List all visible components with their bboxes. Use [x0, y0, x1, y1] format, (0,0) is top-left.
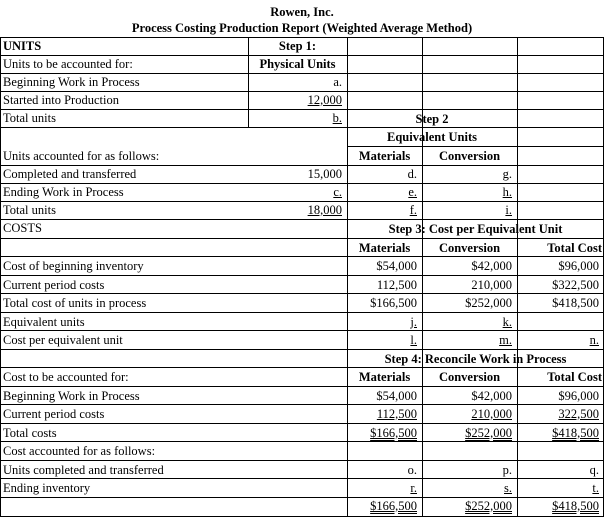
row-label: Total cost of units in process	[3, 296, 147, 310]
cell-value: f.	[409, 203, 417, 217]
costs-heading: COSTS	[3, 221, 42, 235]
conversion-heading: Conversion	[438, 370, 501, 384]
row-label: Units accounted for as follows:	[3, 149, 160, 163]
cell-value: $42,000	[471, 389, 512, 403]
row-line	[0, 330, 604, 331]
cell-value: k.	[502, 315, 512, 329]
cell-value: 210,000	[471, 278, 512, 292]
row-line	[0, 441, 604, 442]
physical-units-heading: Physical Units	[259, 57, 336, 71]
cell-value: b.	[332, 111, 342, 125]
row-label: Ending inventory	[3, 481, 91, 495]
row-label: Total units	[3, 111, 56, 125]
row-line	[0, 312, 604, 313]
row-line	[0, 238, 604, 239]
cell-value: $54,000	[376, 259, 417, 273]
row-line	[0, 349, 604, 350]
cell-value: $166,500	[370, 426, 417, 440]
row-line	[347, 146, 604, 147]
cell-value: 18,000	[307, 203, 342, 217]
row-label: Cost accounted for as follows:	[3, 444, 156, 458]
row-label: Beginning Work in Process	[3, 75, 140, 89]
total-cost-heading: Total Cost	[547, 241, 602, 255]
cell-value: 15,000	[307, 167, 342, 181]
cell-value: n.	[589, 333, 599, 347]
cell-value: $418,500	[552, 426, 599, 440]
row-label: Ending Work in Process	[3, 185, 124, 199]
cell-value: $96,000	[558, 389, 599, 403]
company-name: Rowen, Inc.	[270, 5, 334, 19]
cell-value: g.	[502, 167, 512, 181]
cell-value: $252,000	[465, 426, 512, 440]
row-label: Total units	[3, 203, 56, 217]
cell-value: $54,000	[376, 389, 417, 403]
cell-value: l.	[410, 333, 417, 347]
cell-value: $418,500	[552, 296, 599, 310]
row-line	[0, 423, 604, 424]
cell-value: i.	[505, 203, 512, 217]
cell-value: $252,000	[465, 296, 512, 310]
cell-value: o.	[407, 463, 417, 477]
cell-value: h.	[502, 185, 512, 199]
row-label: Units to be accounted for:	[3, 57, 133, 71]
cell-value: 112,500	[376, 278, 417, 292]
cell-value: m.	[499, 333, 512, 347]
step1-heading: Step 1:	[278, 39, 317, 53]
row-line	[0, 219, 604, 220]
cell-value: $166,500	[370, 296, 417, 310]
cell-value: 210,000	[471, 407, 512, 421]
cell-value: 112,500	[376, 407, 417, 421]
row-label: Started into Production	[3, 93, 119, 107]
cell-value: r.	[410, 481, 417, 495]
row-label: Current period costs	[3, 407, 105, 421]
step2-heading: Step 2	[415, 112, 449, 126]
cell-value: e.	[408, 185, 417, 199]
cell-value: $322,500	[552, 278, 599, 292]
conversion-heading: Conversion	[438, 149, 501, 163]
row-label: Cost to be accounted for:	[3, 370, 129, 384]
cell-value: a.	[333, 75, 342, 89]
cell-value: c.	[333, 185, 342, 199]
cell-value: d.	[407, 167, 417, 181]
cell-value: $166,500	[370, 499, 417, 513]
cell-value: 12,000	[307, 93, 342, 107]
cell-value: t.	[592, 481, 599, 495]
step3-heading: Step 3: Cost per Equivalent Unit	[388, 222, 563, 236]
row-line	[0, 386, 604, 387]
cell-value: s.	[504, 481, 512, 495]
row-label: Beginning Work in Process	[3, 389, 140, 403]
cell-value: $42,000	[471, 259, 512, 273]
cell-value: p.	[502, 463, 512, 477]
row-label: Current period costs	[3, 278, 105, 292]
cell-value: j.	[410, 315, 417, 329]
cell-value: $418,500	[552, 499, 599, 513]
materials-heading: Materials	[358, 149, 411, 163]
conversion-heading: Conversion	[438, 241, 501, 255]
row-line	[0, 275, 604, 276]
row-label: Cost per equivalent unit	[3, 333, 123, 347]
cell-value: q.	[589, 463, 599, 477]
units-heading: UNITS	[3, 39, 42, 53]
equivalent-units-heading: Equivalent Units	[387, 130, 477, 144]
row-line	[0, 460, 604, 461]
report-title: Process Costing Production Report (Weighted Average Method)	[131, 21, 473, 35]
row-label: Total costs	[3, 426, 57, 440]
cell-value: $96,000	[558, 259, 599, 273]
step4-heading: Step 4: Reconcile Work in Process	[384, 352, 567, 366]
row-label: Equivalent units	[3, 315, 85, 329]
materials-heading: Materials	[358, 370, 411, 384]
row-label: Completed and transferred	[3, 167, 137, 181]
row-label: Cost of beginning inventory	[3, 259, 144, 273]
row-line	[0, 497, 604, 498]
cell-value: 322,500	[558, 407, 599, 421]
row-label: Units completed and transferred	[3, 463, 164, 477]
materials-heading: Materials	[358, 241, 411, 255]
cell-value: $252,000	[465, 499, 512, 513]
total-cost-heading: Total Cost	[547, 370, 602, 384]
